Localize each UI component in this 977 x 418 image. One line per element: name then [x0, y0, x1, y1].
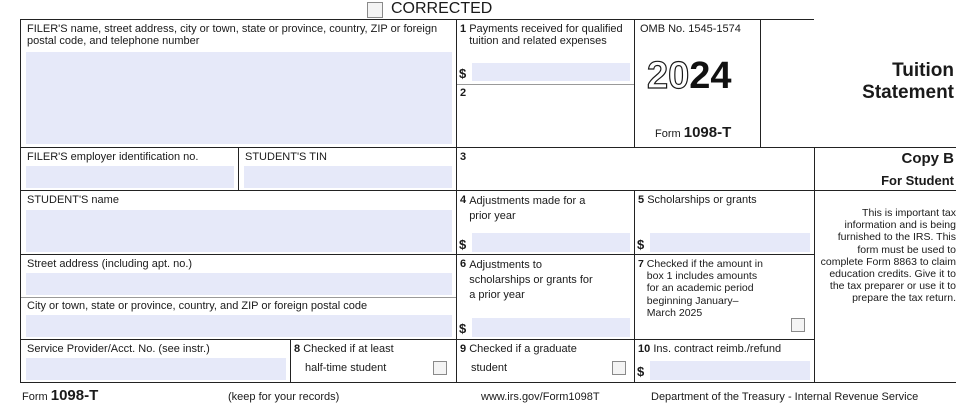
student-tin-label: STUDENT'S TIN: [245, 151, 327, 163]
box7-label: 7 Checked if the amount in box 1 includes amounts for an academic period beginning January–March 2025: [638, 258, 763, 319]
box3-label: 3: [460, 151, 467, 163]
service-provider-label: Service Provider/Acct. No. (see instr.): [27, 343, 210, 355]
form-title: Tuition Statement: [862, 60, 954, 103]
footer-keep-notice: (keep for your records): [228, 391, 340, 403]
filer-ein-label: FILER'S employer identification no.: [27, 151, 199, 163]
box8-label-2: half-time student: [305, 362, 387, 374]
footer-department: Department of the Treasury - Internal Revenue Service: [651, 391, 919, 403]
box5-label: 5 Scholarships or grants: [638, 194, 757, 206]
box4-amount-field[interactable]: [472, 233, 630, 252]
copy-for-student: For Student: [881, 173, 954, 188]
student-street-label: Street address (including apt. no.): [27, 258, 193, 270]
copy-b-notice: This is important tax information and is being furnished to the IRS. This form must be used to complete Form 8863 to claim education credits. Give it to the tax preparer or use it to prepare the tax return.: [820, 207, 956, 305]
student-city-field[interactable]: [26, 315, 452, 337]
tax-year: 2024: [647, 55, 732, 97]
box9-label-2: student: [471, 362, 508, 374]
omb-form-id: Form 1098-T: [655, 124, 732, 141]
box10-amount-field[interactable]: [650, 361, 810, 380]
filer-ein-field[interactable]: [26, 166, 234, 188]
filer-name-label: FILER'S name, street address, city or town, state or province, country, ZIP or foreign postal code, and telephone number: [27, 23, 438, 47]
box1-dollar: $: [459, 66, 467, 81]
box6-amount-field[interactable]: [472, 318, 630, 337]
box4-label: 4 Adjustments made for a prior year: [460, 194, 586, 222]
box1-label: 1 Payments received for qualified tuition and related expenses: [460, 23, 623, 47]
student-name-field[interactable]: [26, 210, 452, 252]
filer-name-field[interactable]: [26, 52, 452, 144]
corrected-checkbox[interactable]: [367, 2, 383, 18]
box9-checkbox[interactable]: [612, 361, 626, 375]
box9-label: 9 Checked if a graduate: [460, 343, 577, 355]
omb-number: OMB No. 1545-1574: [640, 23, 741, 35]
box10-label: 10 Ins. contract reimb./refund: [638, 343, 782, 355]
service-provider-field[interactable]: [26, 358, 286, 380]
box8-checkbox[interactable]: [433, 361, 447, 375]
student-city-label: City or town, state or province, country, and ZIP or foreign postal code: [27, 300, 368, 312]
box5-amount-field[interactable]: [650, 233, 810, 252]
box6-dollar: $: [459, 321, 467, 336]
footer-irs-url[interactable]: www.irs.gov/Form1098T: [481, 391, 600, 403]
student-tin-field[interactable]: [244, 166, 452, 188]
footer-form-id: Form 1098-T: [22, 387, 99, 404]
box5-dollar: $: [637, 237, 645, 252]
box6-label: 6 Adjustments to scholarships or grants for a prior year: [460, 258, 593, 301]
corrected-label: CORRECTED: [391, 0, 493, 17]
student-street-field[interactable]: [26, 273, 452, 295]
box8-label: 8 Checked if at least: [294, 343, 394, 355]
box7-checkbox[interactable]: [791, 318, 805, 332]
box4-dollar: $: [459, 237, 467, 252]
student-name-label: STUDENT'S name: [27, 194, 119, 206]
box1-amount-field[interactable]: [472, 63, 630, 81]
copy-b-label: Copy B: [901, 150, 954, 167]
box2-label: 2: [460, 87, 467, 99]
box10-dollar: $: [637, 364, 645, 379]
